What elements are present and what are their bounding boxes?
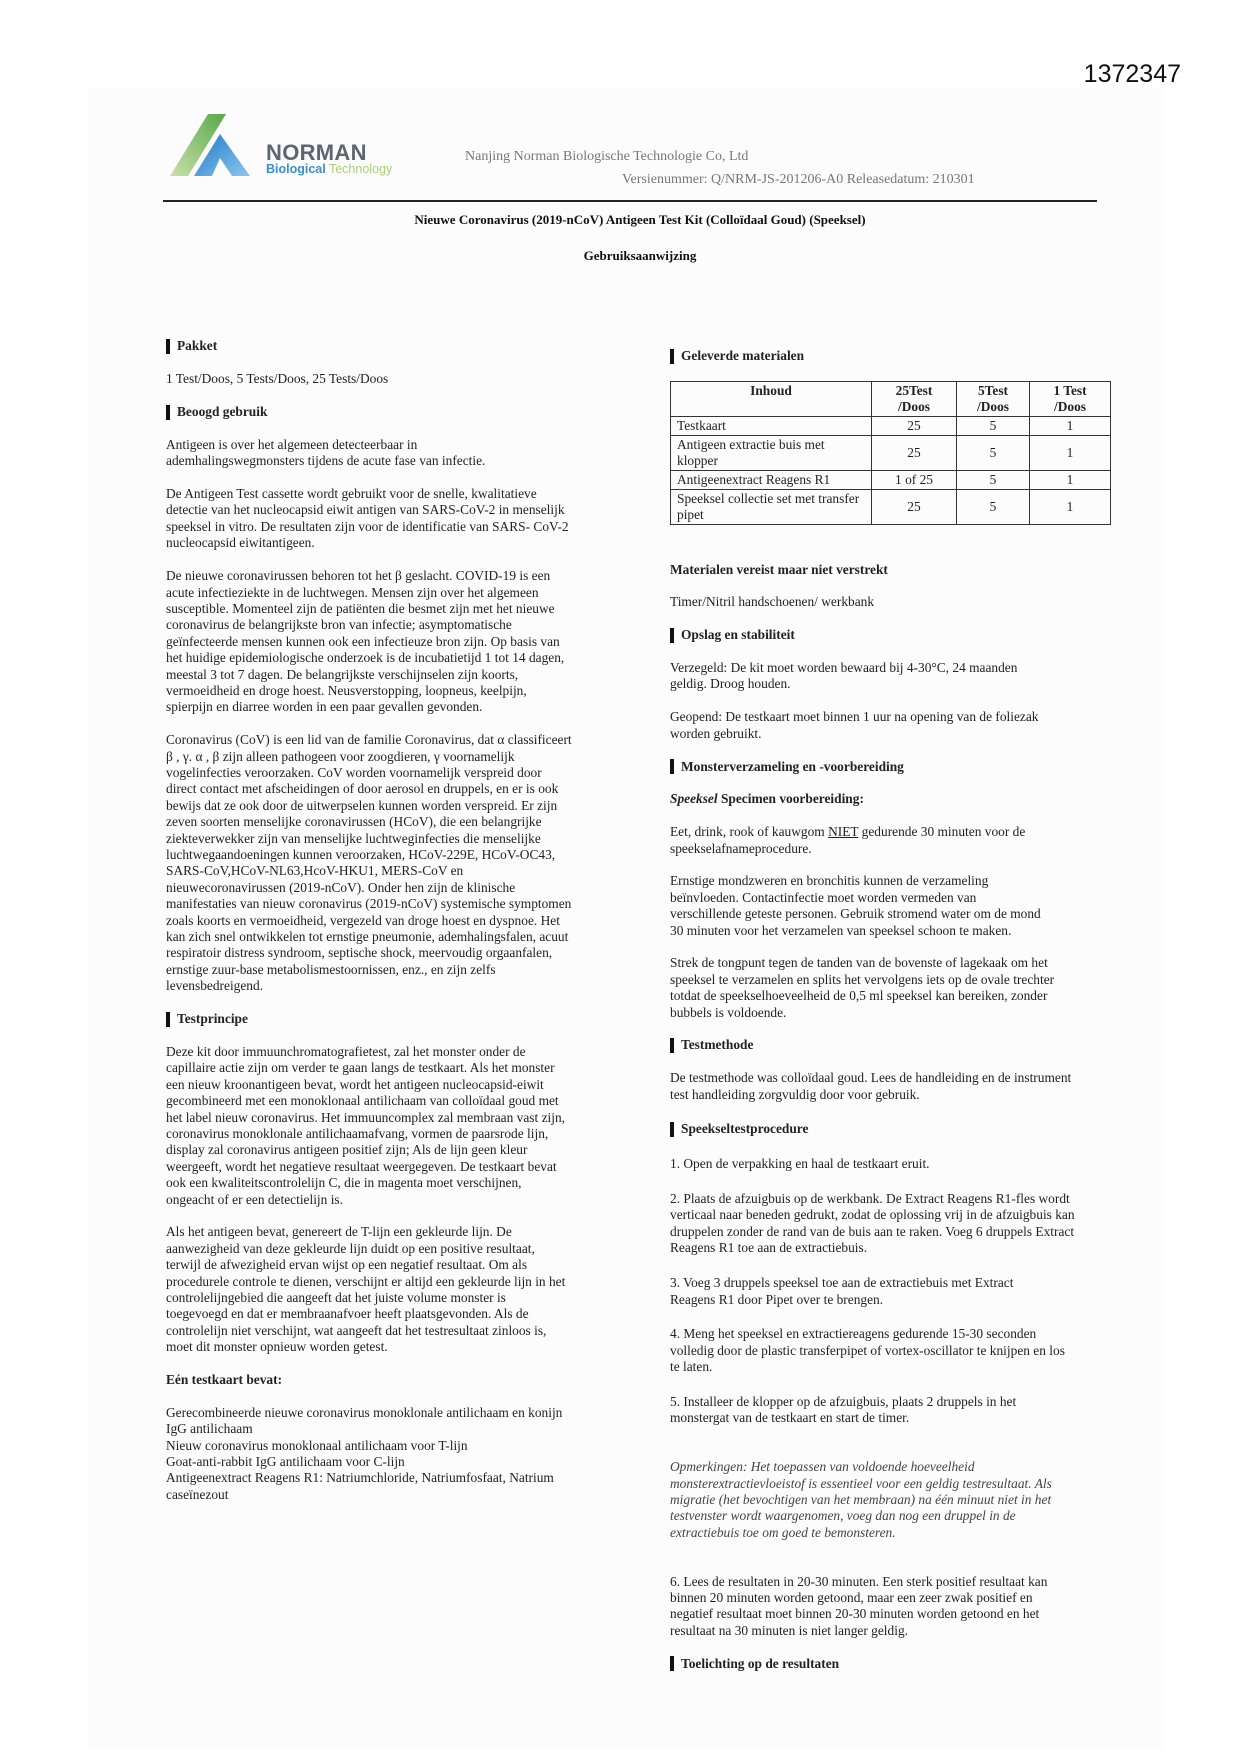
heading-bar <box>670 1038 674 1053</box>
paragraph: Coronavirus (CoV) is een lid van de familie Coronavirus, dat α classificeert β , γ. α , β zijn alleen pathogeen voor zoogdieren, γ voornamelijk vogelinfecties veroorzaken. CoV worden voornamelijk verspreid door direct contact met afscheidingen of door aerosol en druppels, en er is ook bewijs dat ze ook door de uitwerpselen kunnen worden verspreid. Er zijn zeven soorten menselijke coronavirussen (HCoV), die een belangrijke ziekteverwekker zijn van menselijke luchtweginfecties die menselijke luchtwegaandoeningen kunnen veroorzaken, HCoV-229E, HCoV-OC43, SARS-CoV,HCoV-NL63,HcoV-HKU1, MERS-CoV en nieuwecoronavirussen (2019-nCoV). Onder hen zijn de klinische manifestaties van nieuw coronavirus (2019-nCoV) systemische symptomen zoals koorts en vermoeidheid, vergezeld van droge hoest en dyspnoe. Het kan zich snel ontwikkelen tot ernstige pneumonie, ademhalingsfalen, acuut respiratoir distress syndroom, septische shock, meervoudig orgaanfalen, ernstige zuur-base metabolismestoornissen, enz., en zijn zelfs levensbedreigend. <box>166 732 572 994</box>
section-heading-gebruik <box>166 404 611 420</box>
remarks-note: Opmerkingen: Het toepassen van voldoende hoeveelheid monsterextractievloeistof is essentieel voor een geldig testresultaat. Als migratie (het bevochtigen van het membraan) na één minuut niet in het testvenster wordt waargenomen, voeg dan nog een druppel in de extractiebuis toe om goed te bemonsteren. <box>670 1459 1052 1540</box>
cell: Antigeen extractie buis met klopper <box>671 436 872 471</box>
heading-bar <box>670 759 674 774</box>
section-heading-procedure <box>670 1121 1115 1137</box>
procedure-step: 4. Meng het speeksel en extractiereagens gedurende 15-30 seconden volledig door de plastic transferpipet of vortex-oscillator te knijpen en los te laten. <box>670 1326 1065 1375</box>
specimen-italic: Speeksel <box>670 791 718 807</box>
subheading-specimen <box>670 791 1115 807</box>
text: gedurende 30 minuten voor de speekselafnameprocedure. <box>670 824 1026 856</box>
procedure-step: 6. Lees de resultaten in 20-30 minuten. Een sterk positief resultaat kan binnen 20 minuten worden getoond, maar een zeer zwak positief en negatief resultaat moet binnen 20-30 minuten worden getoond en het resultaat na 30 minuten is niet langer geldig. <box>670 1573 1048 1638</box>
version-info: Versienummer: Q/NRM-JS-201206-A0 Releasedatum: 210301 <box>622 172 975 187</box>
heading-bar <box>670 1656 674 1671</box>
cell: 1 <box>1030 490 1111 525</box>
logo-subtitle <box>266 162 392 176</box>
table-row <box>671 490 1111 525</box>
heading-text: Monsterverzameling en -voorbereiding <box>681 758 904 774</box>
table-row <box>671 471 1111 490</box>
specimen-bold: Specimen voorbereiding: <box>717 791 864 807</box>
procedure-step: 2. Plaats de afzuigbuis op de werkbank. De Extract Reagens R1-fles wordt verticaal naar beneden gedrukt, zodat de oplossing vrij in de afzuigbuis kan druppelen zonder de rand van de buis aan te raken. Voeg 6 druppels Extract Reagens R1 toe aan de extractiebuis. <box>670 1191 1075 1256</box>
paragraph: Gerecombineerde nieuwe coronavirus monoklonale antilichaam en konijn IgG antilichaam Nieuw coronavirus monoklonaal antilichaam voor T-lijn Goat-anti-rabbit IgG antilichaam voor C-lijn Antigeenextract Reagens R1: Natriumchloride, Natriumfosfaat, Natrium caseïnezout <box>166 1404 563 1502</box>
section-heading-pakket <box>166 338 611 354</box>
procedure-step: 3. Voeg 3 druppels speeksel toe aan de extractiebuis met Extract Reagens R1 door Pipet over te brengen. <box>670 1275 1014 1307</box>
logo-sub-technology: Technology <box>328 162 393 176</box>
cell: 25 <box>872 436 957 471</box>
paragraph: Ernstige mondzweren en bronchitis kunnen de verzameling beïnvloeden. Contactinfectie moet worden vermeden van verschillende geteste personen. Gebruik stromend water om de mond 30 minuten voor het verzamelen van speeksel schoon te maken. <box>670 873 1041 938</box>
heading-bar <box>670 628 674 643</box>
pakket-text: 1 Test/Doos, 5 Tests/Doos, 25 Tests/Doos <box>166 371 389 387</box>
section-heading-testprincipe <box>166 1011 611 1027</box>
section-heading-opslag <box>670 627 1115 643</box>
heading-bar <box>670 1122 674 1137</box>
paragraph: Strek de tongpunt tegen de tanden van de bovenste of lagekaak om het speeksel te verzamelen en splits het vervolgens iets op de ovale trechter totdat de speekselhoeveelheid de 0,5 ml speeksel kan bereiken, zonder bubbels is voldoende. <box>670 955 1055 1020</box>
heading-bar <box>670 349 674 364</box>
cell: 25 <box>872 417 957 436</box>
logo-mark-icon <box>168 114 263 178</box>
column-header: 1 Test /Doos <box>1030 382 1111 417</box>
heading-text: Testmethode <box>681 1037 754 1053</box>
heading-bar <box>166 405 170 420</box>
table-row <box>671 436 1111 471</box>
company-name: Nanjing Norman Biologische Technologie Co, Ltd <box>465 149 749 164</box>
materials-table <box>670 381 1111 525</box>
column-header: 5Test /Doos <box>957 382 1030 417</box>
paragraph: Timer/Nitril handschoenen/ werkbank <box>670 594 875 610</box>
logo-sub-biological: Biological <box>266 162 326 176</box>
left-column <box>166 322 611 1520</box>
cell: Testkaart <box>671 417 872 436</box>
procedure-step: 5. Installeer de klopper op de afzuigbuis, plaats 2 druppels in het monstergat van de testkaart en start de timer. <box>670 1393 1017 1426</box>
column-header: Inhoud <box>671 382 872 417</box>
paragraph: De Antigeen Test cassette wordt gebruikt voor de snelle, kwalitatieve detectie van het nucleocapsid eiwit antigen van SARS-CoV-2 in menselijk speeksel in vitro. De resultaten zijn voor de identificatie van SARS- CoV-2 nucleocapsid eiwitantigeen. <box>166 486 569 551</box>
cell: 1 <box>1030 436 1111 471</box>
cell: 5 <box>957 436 1030 471</box>
section-heading-testmethode <box>670 1037 1115 1053</box>
paragraph: Geopend: De testkaart moet binnen 1 uur na opening van de foliezak worden gebruikt. <box>670 709 1039 741</box>
cell: 1 <box>1030 417 1111 436</box>
heading-text: Testprincipe <box>177 1011 248 1027</box>
paragraph: De nieuwe coronavirussen behoren tot het β geslacht. COVID-19 is een acute infectieziekte in de luchtwegen. Mensen zijn over het algemeen susceptible. Momenteel zijn de patiënten die besmet zijn met het nieuwe coronavirus de belangrijkste bron van infectie; asymptomatische geïnfecteerde mensen kunnen ook een infectieuze bron zijn. Op basis van het huidige epidemiologische onderzoek is de incubatietijd 1 tot 14 dagen, meestal 3 tot 7 dagen. De belangrijkste verschijnselen zijn koorts, vermoeidheid en droge hoest. Neusverstopping, loopneus, keelpijn, spierpijn en diarree worden in een paar gevallen gevonden. <box>166 568 565 715</box>
norman-logo <box>168 114 398 178</box>
table-row <box>671 417 1111 436</box>
column-header: 25Test /Doos <box>872 382 957 417</box>
paragraph: Antigeen is over het algemeen detecteerbaar in ademhalingswegmonsters tijdens de acute fase van infectie. <box>166 436 486 469</box>
procedure-step: 1. Open de verpakking en haal de testkaart eruit. <box>670 1156 930 1172</box>
heading-text: Pakket <box>177 338 218 354</box>
cell: 25 <box>872 490 957 525</box>
right-column <box>670 332 1115 1688</box>
subheading-testkaart-bevat: Eén testkaart bevat: <box>166 1372 283 1387</box>
heading-text: Geleverde materialen <box>681 348 805 364</box>
document-number: 1372347 <box>1083 60 1181 88</box>
cell: 1 <box>1030 471 1111 490</box>
cell: Speeksel collectie set met transfer pipet <box>671 490 872 525</box>
underlined-text: NIET <box>828 824 859 840</box>
cell: 1 of 25 <box>872 471 957 490</box>
cell: 5 <box>957 490 1030 525</box>
section-heading-monsterverzameling <box>670 759 1115 775</box>
document-subtitle: Gebruiksaanwijzing <box>583 248 697 263</box>
heading-bar <box>166 1012 170 1027</box>
heading-bar <box>166 339 170 354</box>
section-heading-toelichting <box>670 1656 1115 1672</box>
paragraph: Verzegeld: De kit moet worden bewaard bij 4-30°C, 24 maanden geldig. Droog houden. <box>670 660 1018 692</box>
text: Eet, drink, rook of kauwgom <box>670 824 829 840</box>
paragraph: Deze kit door immuunchromatografietest, zal het monster onder de capillaire actie zijn om verder te gaan langs de testkaart. Als het monster een nieuw kroonantigeen bevat, wordt het antigeen nucleocapsid-eiwit gecombineerd met een monoklonaal antilichaam van colloïdaal goud met het label nieuw coronavirus. Het immuuncomplex zal membraan vast zijn, coronavirus monoklonale antilichaamafvang, vormen de paarsrode lijn, display zal coronavirus antigeen positief zijn; Als de lijn geen kleur weergeeft, wordt het negatieve resultaat weergegeven. De testkaart bevat ook een kwaliteitscontrolelijn C, die in magenta moet verschijnen, ongeacht of er een detectielijn is. <box>166 1043 565 1207</box>
header-divider <box>163 200 1097 202</box>
section-heading-materialen <box>670 348 1115 364</box>
paragraph <box>670 824 1115 857</box>
paragraph: Als het antigeen bevat, genereert de T-lijn een gekleurde lijn. De aanwezigheid van deze gekleurde lijn duidt op een positive resultaat, terwijl de afwezigheid ervan wijst op een negatief resultaat. Om als procedurele controle te dienen, verschijnt er altijd een gekleurde lijn in het controlelijngebied die aangeeft dat het juiste volume monster is toegevoegd en dat er membraanafvoer heeft plaatsgevonden. Als de controlelijn niet verschijnt, wat aangeeft dat het testresultaat zinloos is, moet dit monster opnieuw worden getest. <box>166 1224 566 1355</box>
heading-text: Opslag en stabiliteit <box>681 627 795 643</box>
heading-text: Toelichting op de resultaten <box>681 1655 840 1671</box>
cell: 5 <box>957 471 1030 490</box>
paragraph: De testmethode was colloïdaal goud. Lees de handleiding en de instrument test handleiding zorgvuldig door voor gebruik. <box>670 1070 1072 1102</box>
logo-name: NORMAN <box>266 140 367 165</box>
cell: 5 <box>957 417 1030 436</box>
subheading-vereist: Materialen vereist maar niet verstrekt <box>670 561 888 577</box>
heading-text: Beoogd gebruik <box>177 404 268 420</box>
document-title: Nieuwe Coronavirus (2019-nCoV) Antigeen Test Kit (Colloïdaal Goud) (Speeksel) <box>414 212 866 227</box>
heading-text: Speekseltestprocedure <box>681 1121 809 1137</box>
cell: Antigeenextract Reagens R1 <box>671 471 872 490</box>
table-header-row <box>671 382 1111 417</box>
